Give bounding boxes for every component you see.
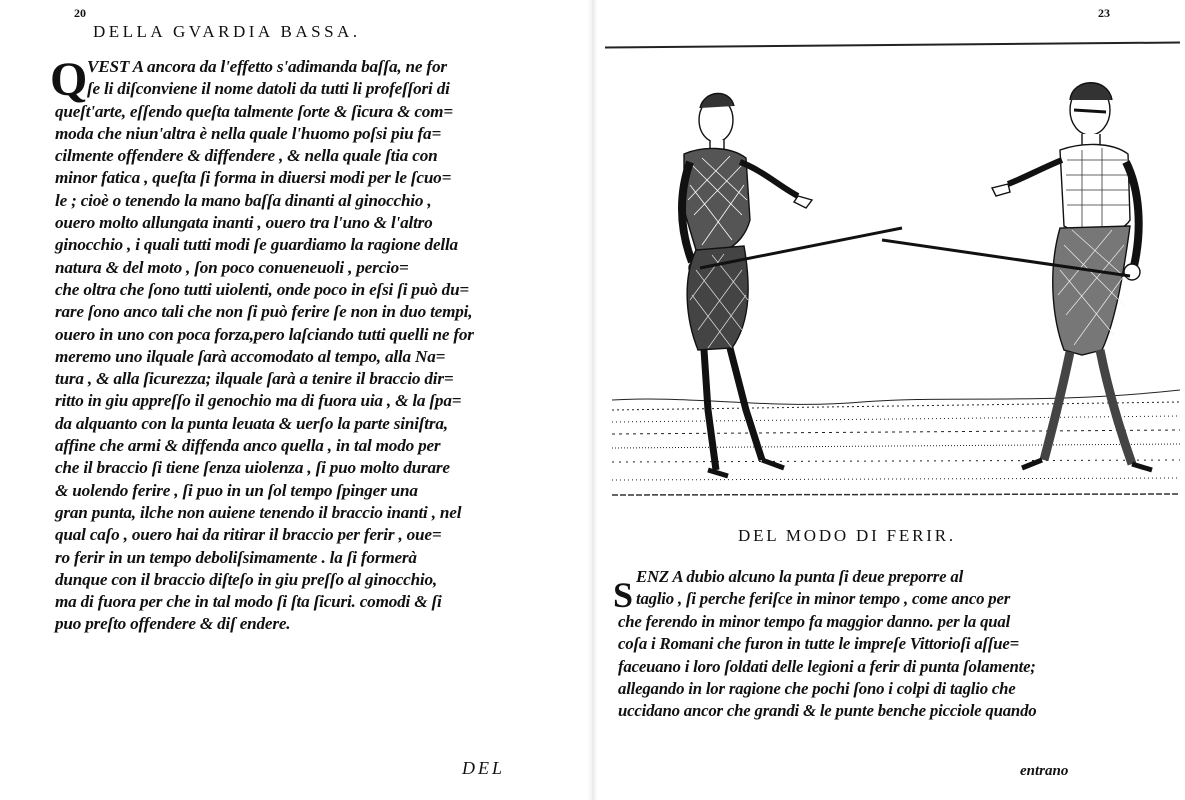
text-line: allegando in lor ragione che pochi ſono i colpi di taglio che: [618, 678, 1016, 698]
text-line: ritto in giu appreſſo il genochio ma di fuora uia , & la ſpa=: [55, 391, 462, 411]
text-line: ma di fuora per che in tal modo ſi ſta ſicuri. comodi & ſi: [55, 592, 442, 612]
text-line: qual caſo , ouero hai da ritirar il braccio per ferir , oue=: [55, 525, 442, 545]
text-line: ENZ A dubio alcuno la punta ſi deue preporre al: [636, 567, 964, 586]
text-line: minor fatica , queſta ſi forma in diuersi modi per le ſcuo=: [55, 168, 452, 188]
text-line: meremo uno ilquale ſarà accomodato al tempo, alla Na=: [55, 346, 446, 366]
text-line: moda che niun'altra è nella quale l'huomo poſsi piu fa=: [55, 123, 442, 143]
text-line: dunque con il braccio diſteſo in giu preſſo al ginocchio,: [55, 569, 437, 589]
text-line: puo preſto offendere & diſ endere.: [55, 614, 291, 634]
left-page: [0, 0, 590, 800]
text-line: coſa i Romani che furon in tutte le impreſe Vittorioſi aſſue=: [618, 634, 1020, 654]
text-line: taglio , ſi perche feriſce in minor tempo , come anco per: [636, 589, 1011, 609]
woodcut-illustration: [612, 50, 1180, 502]
text-line: VEST A ancora da l'effetto s'adimanda baſſa, ne for: [87, 57, 447, 76]
text-line: che il braccio ſi tiene ſenza uiolenza , ſi puo molto durare: [55, 458, 450, 478]
right-page-number: 23: [1098, 6, 1110, 20]
right-body-text: [618, 566, 1178, 723]
text-line: faceuano i loro ſoldati delle legioni a ferir di punta ſolamente;: [618, 656, 1036, 676]
text-line: ro ferir in un tempo deboliſsimamente . la ſi formerà: [55, 547, 417, 567]
text-line: ginocchio , i quali tutti modi ſe guardiamo la ragione della: [55, 235, 458, 255]
text-line: da alquanto con la punta leuata & uerſo la parte siniſtra,: [55, 413, 448, 433]
right-catchword: entrano: [1020, 763, 1069, 779]
left-catchword: DEL: [462, 758, 506, 778]
text-line: che oltra che ſono tutti uiolenti, onde poco in eſsi ſi può du=: [55, 279, 470, 299]
text-line: affine che armi & diffenda anco quella , in tal modo per: [55, 436, 441, 456]
text-line: tura , & alla ſicurezza; ilquale ſarà a tenire il braccio dir=: [55, 369, 454, 389]
text-line: rare ſono anco tali che non ſi può ferire ſe non in duo tempi,: [55, 302, 473, 322]
text-line: gran punta, ilche non auiene tenendo il braccio inanti , nel: [55, 502, 462, 522]
running-head: DELLA GVARDIA BASSA.: [93, 22, 361, 41]
section-caption: DEL MODO DI FERIR.: [738, 526, 956, 545]
text-line: queſt'arte, eſſendo queſta talmente ſorte & ſicura & com=: [55, 101, 453, 121]
text-line: che ferendo in minor tempo fa maggior danno. per la qual: [618, 611, 1011, 631]
left-page-number: 20: [74, 6, 86, 20]
text-line: cilmente offendere & diffendere , & nella quale ſtia con: [55, 146, 438, 166]
text-line: ouero in uno con poca forza,pero laſciando tutti quelli ne for: [55, 324, 474, 344]
left-body-text: [55, 56, 555, 636]
book-gutter: [588, 0, 598, 800]
text-line: natura & del moto , ſon poco conueneuoli , percio=: [55, 257, 409, 277]
text-line: & uolendo ferire , ſi puo in un ſol tempo ſpinger una: [55, 480, 418, 500]
text-line: uccidano ancor che grandi & le punte benche picciole quando: [618, 701, 1037, 721]
drop-cap-right: S: [613, 575, 634, 615]
text-line: ouero molto allungata inanti , ouero tra l'uno & l'altro: [55, 213, 433, 233]
frame-top-rule: [605, 41, 1180, 48]
text-line: ſe li diſconviene il nome datoli da tutti li profeſſori di: [87, 79, 450, 99]
text-line: le ; cioè o tenendo la mano baſſa dinanti al ginocchio ,: [55, 190, 432, 210]
drop-cap-left: Q: [50, 53, 88, 106]
